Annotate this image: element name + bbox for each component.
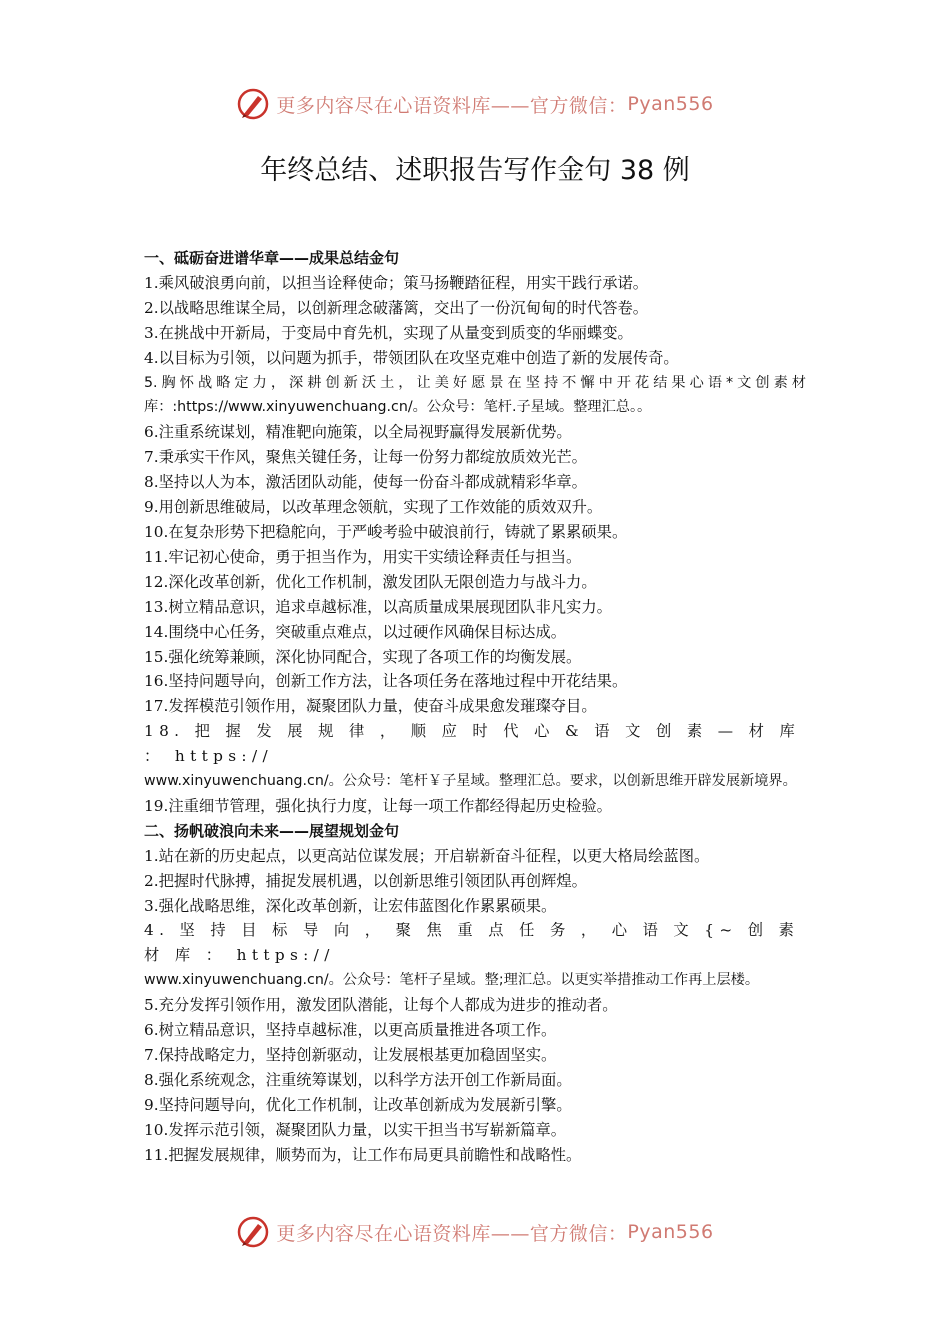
- pen-logo-icon: [236, 1215, 270, 1249]
- list-item: 19.注重细节管理，强化执行力度，让每一项工作都经得起历史检验。: [144, 796, 612, 815]
- list-item: 18. 把 握 发 展 规 律 ， 顺 应 时 代 心 & 语 文 创 素 — 材 库 ： https://: [144, 722, 801, 766]
- list-item: 9.用创新思维破局，以改革理念领航，实现了工作效能的质效双升。: [144, 498, 603, 517]
- list-item: 11.牢记初心使命，勇于担当作为，用实干实绩诠释责任与担当。: [144, 547, 582, 566]
- document-body: [144, 246, 806, 1168]
- list-item: 13.树立精品意识，追求卓越标准，以高质量成果展现团队非凡实力。: [144, 597, 612, 616]
- list-item: 5.充分发挥引领作用，激发团队潜能，让每个人都成为进步的推动者。: [144, 996, 618, 1015]
- list-item: 5.胸怀战略定力，深耕创新沃土，让美好愿景在坚持不懈中开花结果心语*文创素材库：:https://www.xinyuwenchuang.cn/。公众号：笔杆.子星域。整理汇总。。: [144, 374, 806, 416]
- header-banner: [0, 84, 950, 124]
- list-item: 6.树立精品意识，坚持卓越标准，以更高质量推进各项工作。: [144, 1021, 557, 1040]
- list-item: 15.强化统筹兼顾，深化协同配合，实现了各项工作的均衡发展。: [144, 647, 582, 666]
- banner-text: 更多内容尽在心语资料库——官方微信：: [276, 94, 628, 117]
- list-item: 16.坚持问题导向，创新工作方法，让各项任务在落地过程中开花结果。: [144, 672, 628, 691]
- section-heading: 二、扬帆破浪向未来——展望规划金句: [144, 821, 400, 840]
- list-item: www.xinyuwenchuang.cn/。公众号：笔杆子星域。整;理汇总。以更实举措推动工作再上层楼。: [144, 972, 760, 989]
- list-item: 8.坚持以人为本，激活团队动能，使每一份奋斗都成就精彩华章。: [144, 473, 587, 492]
- list-item: 10.发挥示范引领，凝聚团队力量，以实干担当书写崭新篇章。: [144, 1120, 567, 1139]
- list-item: 3.强化战略思维，深化改革创新，让宏伟蓝图化作累累硕果。: [144, 896, 557, 915]
- list-item: www.xinyuwenchuang.cn/。公众号：笔杆￥子星域。整理汇总。要求，以创新思维开辟发展新境界。: [144, 773, 797, 790]
- list-item: 10.在复杂形势下把稳舵向，于严峻考验中破浪前行，铸就了累累硕果。: [144, 522, 628, 541]
- list-item: 2.以战略思维谋全局，以创新理念破藩篱，交出了一份沉甸甸的时代答卷。: [144, 298, 649, 317]
- list-item: 8.强化系统观念，注重统筹谋划，以科学方法开创工作新局面。: [144, 1070, 572, 1089]
- banner-wechat: Pyan556: [627, 1221, 714, 1243]
- list-item: 1.乘风破浪勇向前，以担当诠释使命；策马扬鞭踏征程，用实干践行承诺。: [144, 273, 649, 292]
- list-item: 14.围绕中心任务，突破重点难点，以过硬作风确保目标达成。: [144, 622, 567, 641]
- footer-banner: [0, 1212, 950, 1252]
- banner-wechat: Pyan556: [627, 93, 714, 115]
- list-item: 3.在挑战中开新局，于变局中育先机，实现了从量变到质变的华丽蝶变。: [144, 323, 633, 342]
- list-item: 1.站在新的历史起点，以更高站位谋发展；开启崭新奋斗征程，以更大格局绘蓝图。: [144, 846, 710, 865]
- list-item: 17.发挥模范引领作用，凝聚团队力量，使奋斗成果愈发璀璨夺目。: [144, 697, 597, 716]
- list-item: 7.秉承实干作风，聚焦关键任务，让每一份努力都绽放质效光芒。: [144, 448, 587, 467]
- list-item: 9.坚持问题导向，优化工作机制，让改革创新成为发展新引擎。: [144, 1095, 572, 1114]
- list-item: 4.以目标为引领，以问题为抓手，带领团队在攻坚克难中创造了新的发展传奇。: [144, 348, 679, 367]
- list-item: 11.把握发展规律，顺势而为，让工作布局更具前瞻性和战略性。: [144, 1145, 582, 1164]
- pen-logo-icon: [236, 87, 270, 121]
- section-heading: 一、砥砺奋进谱华章——成果总结金句: [144, 249, 400, 267]
- banner-text: 更多内容尽在心语资料库——官方微信：: [276, 1222, 628, 1245]
- list-item: 4. 坚 持 目 标 导 向 ， 聚 焦 重 点 任 务 ， 心 语 文 {~ 创 素 材 库 ： https://: [144, 921, 800, 965]
- page-title: 年终总结、述职报告写作金句 38 例: [260, 155, 690, 186]
- list-item: 6.注重系统谋划，精准靶向施策，以全局视野赢得发展新优势。: [144, 423, 572, 442]
- list-item: 2.把握时代脉搏，捕捉发展机遇，以创新思维引领团队再创辉煌。: [144, 871, 587, 890]
- list-item: 12.深化改革创新，优化工作机制，激发团队无限创造力与战斗力。: [144, 572, 597, 591]
- list-item: 7.保持战略定力，坚持创新驱动，让发展根基更加稳固坚实。: [144, 1046, 557, 1064]
